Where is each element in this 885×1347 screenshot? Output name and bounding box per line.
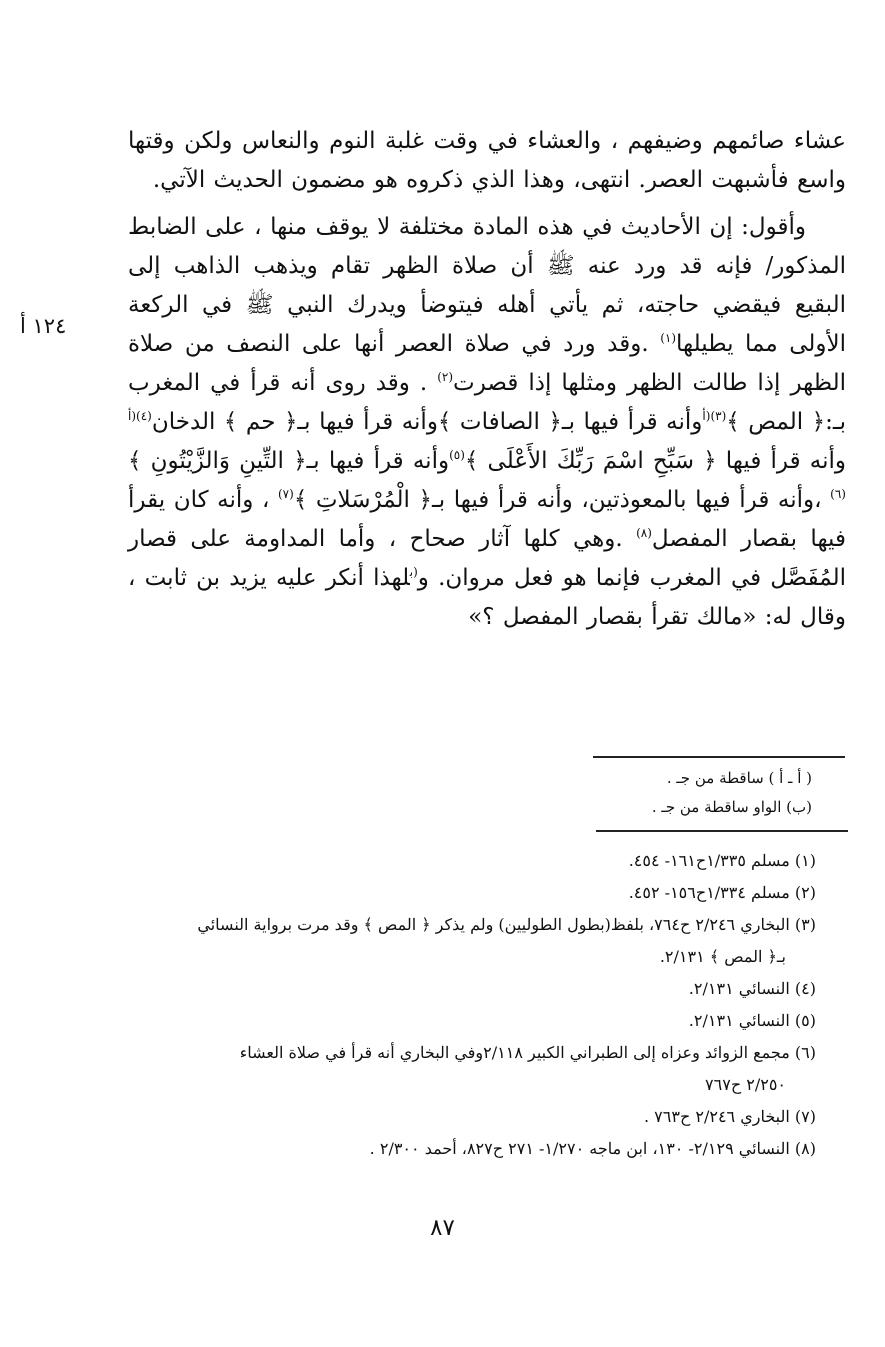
footnote-ref-6: (٦) [830, 487, 846, 501]
variant-note-b: (ب) الواو ساقطة من جـ . [651, 798, 812, 816]
page-number: ٨٧ [430, 1215, 455, 1241]
text-segment: ،وأنه قرأ فيها بالمعوذتين، وأنه قرأ فيها بـ﴿ الْمُرْسَلاتِ ﴾ [293, 487, 831, 513]
footnote-line: (٤) النسائي ٢/١٣١. [688, 979, 816, 998]
footnote-ref-5: (٥) [449, 448, 465, 462]
footnotes-divider [596, 830, 848, 832]
variant-note-a: ( أ ـ أ ) ساقطة من جـ . [666, 769, 812, 787]
text-segment: وأنه قرأ فيها بـ﴿ التِّينِ وَالزَّيْتُونِ ﴾ [128, 448, 450, 474]
footnote-ref-8: (٨) [636, 526, 652, 540]
footnote-line: (١) مسلم ١/٣٣٥ح١٦١- ٤٥٤. [628, 851, 816, 870]
text-segment: وأنه قرأ فيها بـ﴿ الصافات ﴾وأنه قرأ فيها بـ﴿ حم ﴾ الدخان [151, 409, 703, 435]
footnote-line: (٢) مسلم ١/٣٣٤ح١٥٦- ٤٥٢. [628, 883, 816, 902]
footnote-2 [130, 877, 816, 909]
footnote-line: (٥) النسائي ٢/١٣١. [688, 1011, 816, 1030]
footnote-continuation: بـ﴿ المص ﴾ ٢/١٣١. [659, 947, 786, 966]
text-segment: .وهي كلها آثار صحاح ، وأما المداومة على قصار المُفَصَّل في المغرب فإنما هو فعل مروان. و [128, 526, 846, 591]
paragraph-1: عشاء صائمهم وضيفهم ، والعشاء في وقت غلبة النوم والنعاس ولكن وقتها واسع فأشبهت العصر. انتهى، وهذا الذي ذكروه هو مضمون الحديث الآتي. [128, 128, 846, 193]
main-text [128, 122, 846, 637]
text-segment: وأنه قرأ فيها ﴿ سَبِّحِ اسْمَ رَبِّكَ الأَعْلَى ﴾ [464, 448, 846, 474]
text-segment: وأقول: إن الأحاديث في هذه المادة مختلفة لا يوقف منها ، على الضابط المذكور/ فإنه قد ورد عنه ﷺ أن صلاة الظهر تقام ويذهب الذاهب إلى البقيع فيقضي حاجته، ثم يأتي أهله فيتوضأ ويدرك النبي ﷺ في الركعة الأولى مما يطيلها [128, 214, 846, 357]
footnote-line: (٣) البخاري ٢/٢٤٦ ح٧٦٤، بلفظ(بطول الطوليين) ولم يذكر ﴿ المص ﴾ وقد مرت برواية النسائي [197, 915, 816, 934]
manuscript-folio-note: ١٢٤ أ [20, 314, 67, 338]
footnote-ref-1: (١) [660, 331, 677, 345]
paragraph-2 [128, 208, 846, 637]
footnote-6 [130, 1037, 816, 1101]
variant-notes-divider [593, 756, 845, 758]
footnote-ref-2: (٢) [437, 370, 454, 384]
footnotes [130, 845, 816, 1165]
footnote-line: (٨) النسائي ٢/١٢٩- ١٣٠، ابن ماجه ١/٢٧٠- ٢٧١ ح٨٢٧، أحمد ٢/٣٠٠ . [369, 1139, 816, 1158]
text-segment: .وقد ورد في صلاة العصر أنها على النصف من صلاة الظهر إذا طالت الظهر ومثلها إذا قصرت [128, 331, 846, 396]
footnote-ref-3: (٣)(أ [702, 409, 727, 423]
footnote-5 [130, 1005, 816, 1037]
footnote-7 [130, 1101, 816, 1133]
variant-notes [400, 764, 812, 822]
text-segment: ، وأنه كان يقرأ فيها بقصار المفصل [128, 487, 846, 552]
footnote-ref-7: (٧) [277, 487, 294, 501]
footnote-8 [130, 1133, 816, 1165]
footnote-3 [130, 909, 816, 973]
footnote-4 [130, 973, 816, 1005]
footnote-ref-4: (٤)(أ [128, 409, 152, 423]
footnote-line: (٧) البخاري ٢/٢٤٦ ح٧٦٣ . [644, 1107, 816, 1126]
text-segment: لهذا أنكر عليه يزيد بن ثابت ، وقال له: «مالك تقرأ بقصار المفصل ؟» [128, 565, 846, 630]
footnote-continuation: ٢/٢٥٠ ح٧٦٧ [705, 1075, 786, 1094]
footnote-line: (٦) مجمع الزوائد وعزاه إلى الطبراني الكبير ٢/١١٨وفي البخاري أنه قرأ في صلاة العشاء [239, 1043, 816, 1062]
variant-ref-b: (ب [409, 565, 418, 579]
footnote-1 [130, 845, 816, 877]
text-segment: . وقد روى أنه قرأ في المغرب بـ:﴿ المص ﴾ [128, 370, 846, 435]
